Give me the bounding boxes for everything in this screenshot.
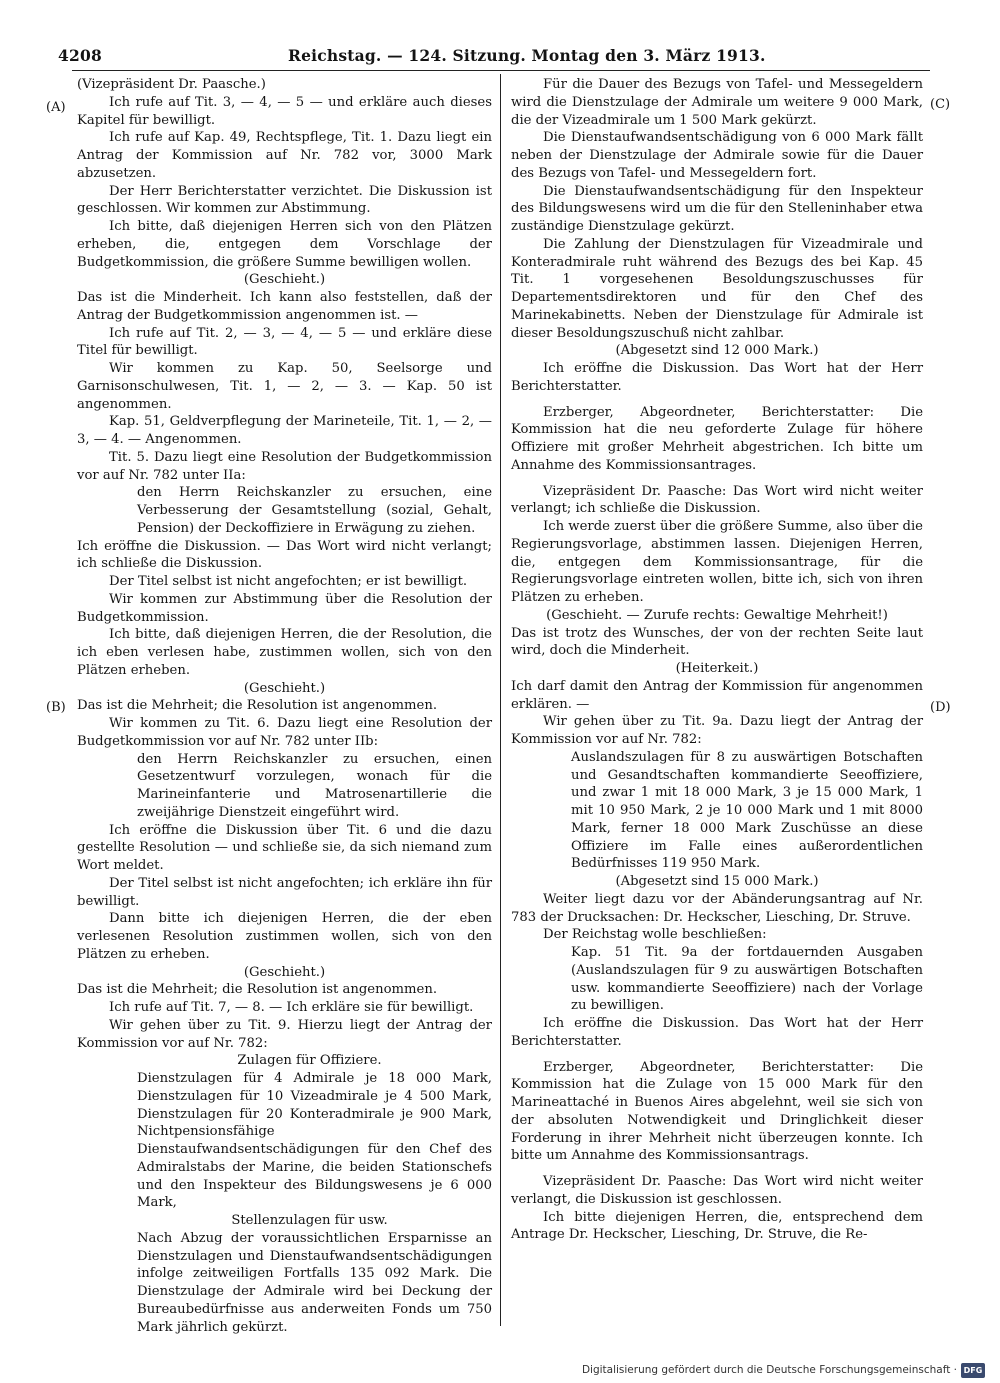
paragraph: Wir gehen über zu Tit. 9a. Dazu liegt der Antrag der Kommission vor auf Nr. 782: bbox=[511, 714, 923, 747]
paragraph: Ich bitte, daß diejenigen Herren, die der Resolution, die ich eben verlesen habe, zustimmen wollen, sich von den Plätzen erheben. bbox=[77, 627, 492, 678]
digitization-credit: Digitalisierung gefördert durch die Deutsche Forschungsgemeinschaft · bbox=[581, 1364, 957, 1376]
left-column bbox=[77, 76, 492, 1336]
paragraph: Stellenzulagen für usw. bbox=[231, 1213, 388, 1228]
paragraph: Weiter liegt dazu vor der Abänderungsantrag auf Nr. 783 der Drucksachen: Dr. Heckscher, Liesching, Dr. Struve. bbox=[511, 891, 923, 925]
paragraph: (Geschieht.) bbox=[243, 964, 326, 980]
right-column bbox=[511, 76, 923, 1244]
paragraph: Vizepräsident Dr. Paasche: Das Wort wird nicht weiter verlangt; ich schließe die Diskussion. bbox=[511, 483, 923, 517]
paragraph: Auslandszulagen für 8 zu auswärtigen Botschaften und Gesandtschaften kommandierte Seeoffiziere, und zwar 1 mit 18 000 Mark, 3 je 15 000 Mark, 1 mit 10 950 Mark, 2 je 10 000 Mark und 1 mit 8000 Mark, ferner 18 000 Mark Zuschüsse an diese Offiziere im Falle eines außerordentlichen Bedürfnisses 119 950 Mark. bbox=[571, 749, 923, 872]
paragraph: Erzberger, Abgeordneter, Berichterstatter: Die Kommission hat die Zulage von 15 000 Mark für den Marineattaché in Buenos Aires abgelehnt, weil sie sich von der absoluten Notwendigkeit und Dringlichkeit dieser Forderung in ihrer Mehrheit nicht überzeugen konnte. Ich bitte um Annahme des Kommissionsantrags. bbox=[511, 1059, 923, 1164]
column-divider bbox=[500, 74, 501, 1326]
page-header bbox=[58, 44, 766, 70]
paragraph: Ich darf damit den Antrag der Kommission für angenommen erklären. — bbox=[511, 678, 923, 712]
paragraph: Ich eröffne die Diskussion. Das Wort hat der Herr Berichterstatter. bbox=[511, 361, 923, 394]
paragraph: Dienstzulagen für 4 Admirale je 18 000 Mark, Dienstzulagen für 10 Vizeadmirale je 4 500 Mark, Dienstzulagen für 20 Konteradmirale je 900 Mark, Nichtpensionsfähige Dienstaufwandsentschädigungen für den Chef des Admiralstabs der Marine, die beiden Stationschefs und den Inspekteur des Bildungswesens je 6 000 Mark, bbox=[137, 1071, 492, 1211]
page-title: Reichstag. — 124. Sitzung. Montag den 3. März 1913. bbox=[288, 46, 766, 65]
paragraph: (Geschieht. — Zurufe rechts: Gewaltige Mehrheit!) bbox=[546, 607, 888, 623]
paragraph: Ich eröffne die Diskussion. Das Wort hat der Herr Berichterstatter. bbox=[511, 1016, 923, 1049]
paragraph: Die Dienstaufwandsentschädigung für den Inspekteur des Bildungswesens wird um die für den Stelleninhaber etwa zuständige Dienstzulage gekürzt. bbox=[511, 183, 923, 234]
paragraph: Für die Dauer des Bezugs von Tafel- und Messegeldern wird die Dienstzulage der Admirale um weitere 9 000 Mark, die der Vizeadmirale um 1 500 Mark gekürzt. bbox=[511, 77, 923, 128]
paragraph: Der Titel selbst ist nicht angefochten; ich erkläre ihn für bewilligt. bbox=[77, 875, 492, 909]
footer bbox=[581, 1363, 985, 1379]
paragraph: Ich bitte diejenigen Herren, die, entsprechend dem Antrage Dr. Heckscher, Liesching, Dr. Struve, die Re- bbox=[511, 1209, 923, 1243]
paragraph: Ich eröffne die Diskussion. — Das Wort wird nicht verlangt; ich schließe die Diskussion. bbox=[77, 538, 492, 572]
paragraph: Die Zahlung der Dienstzulagen für Vizeadmirale und Konteradmirale ruht während des Bezugs des bei Kap. 45 Tit. 1 vorgesehenen Besoldungszuschusses für Departementsdirektoren und für den Chef des Marinekabinetts. Neben der Dienstzulage für Admirale ist dieser Besoldungszuschuß nicht zahlbar. bbox=[511, 236, 923, 341]
page-number: 4208 bbox=[58, 46, 102, 65]
paragraph: Dann bitte ich diejenigen Herren, die der eben verlesenen Resolution zustimmen wollen, sich von den Plätzen zu erheben. bbox=[77, 911, 492, 962]
margin-mark-b: (B) bbox=[46, 700, 66, 715]
paragraph: Ich rufe auf Kap. 49, Rechtspflege, Tit. 1. Dazu liegt ein Antrag der Kommission auf Nr. 782 vor, 3000 Mark abzusetzen. bbox=[77, 130, 492, 181]
paragraph: den Herrn Reichskanzler zu ersuchen, einen Gesetzentwurf vorzulegen, wonach für die Marineinfanterie und Matrosenartillerie die zweijährige Dienstzeit eingeführt wird. bbox=[137, 751, 492, 820]
paragraph: Kap. 51, Geldverpflegung der Marineteile, Tit. 1, — 2, — 3, — 4. — Angenommen. bbox=[77, 414, 492, 447]
paragraph: Der Reichstag wolle beschließen: bbox=[543, 927, 767, 943]
paragraph: Das ist die Mehrheit; die Resolution ist angenommen. bbox=[77, 982, 438, 998]
paragraph: Wir gehen über zu Tit. 9. Hierzu liegt der Antrag der Kommission vor auf Nr. 782: bbox=[77, 1017, 492, 1051]
paragraph: Ich rufe auf Tit. 2, — 3, — 4, — 5 — und erkläre diese Titel für bewilligt. bbox=[77, 325, 492, 359]
margin-mark-c: (C) bbox=[930, 97, 951, 112]
header-rule bbox=[72, 70, 930, 71]
margin-mark-a: (A) bbox=[46, 100, 66, 115]
paragraph: (Geschieht.) bbox=[243, 680, 326, 696]
paragraph: Kap. 51 Tit. 9a der fortdauernden Ausgaben (Auslandszulagen für 9 zu auswärtigen Botschaften usw. kommandierte Seeoffiziere) nach der Vorlage zu bewilligen. bbox=[571, 945, 923, 1014]
paragraph: den Herrn Reichskanzler zu ersuchen, eine Verbesserung der Gesamtstellung (sozial, Gehalt, Pension) der Deckoffiziere in Erwägung zu ziehen. bbox=[137, 485, 492, 536]
paragraph: Ich rufe auf Tit. 7, — 8. — Ich erkläre sie für bewilligt. bbox=[109, 1000, 474, 1015]
paragraph: Die Dienstaufwandsentschädigung von 6 000 Mark fällt neben der Dienstzulage der Admirale sowie für die Dauer des Bezugs von Tafel- und Messegeldern fort. bbox=[511, 130, 923, 181]
paragraph: (Abgesetzt sind 15 000 Mark.) bbox=[615, 874, 819, 889]
paragraph: Der Herr Berichterstatter verzichtet. Die Diskussion ist geschlossen. Wir kommen zur Abstimmung. bbox=[77, 183, 492, 217]
paragraph: (Abgesetzt sind 12 000 Mark.) bbox=[615, 343, 819, 359]
paragraph: Das ist die Minderheit. Ich kann also feststellen, daß der Antrag der Budgetkommission angenommen ist. — bbox=[77, 290, 492, 323]
paragraph: Ich rufe auf Tit. 3, — 4, — 5 — und erkläre auch dieses Kapitel für bewilligt. bbox=[77, 94, 492, 128]
paragraph: Ich werde zuerst über die größere Summe, also über die Regierungsvorlage, abstimmen lassen. Diejenigen Herren, die, entgegen dem Kommissionsantrage, für die Regierungsvorlage eintreten wollen, bitte ich, sich von ihren Plätzen zu erheben. bbox=[511, 519, 923, 605]
paragraph: Wir kommen zu Tit. 6. Dazu liegt eine Resolution der Budgetkommission vor auf Nr. 782 unter IIb: bbox=[77, 716, 492, 749]
dfg-logo: DFG bbox=[961, 1363, 985, 1378]
paragraph: (Heiterkeit.) bbox=[675, 661, 759, 676]
paragraph: Das ist die Mehrheit; die Resolution ist angenommen. bbox=[77, 698, 438, 714]
paragraph: (Vizepräsident Dr. Paasche.) bbox=[77, 77, 266, 92]
margin-mark-d: (D) bbox=[930, 700, 951, 715]
paragraph: Nach Abzug der voraussichtlichen Ersparnisse an Dienstzulagen und Dienstaufwandsentschädigungen infolge zeitweiligen Fortfalls 135 092 Mark. Die Dienstzulage der Admirale wird bei Deckung der Bureaubedürfnisse aus anderweiten Fonds um 750 Mark jährlich gekürzt. bbox=[137, 1230, 492, 1335]
paragraph: Zulagen für Offiziere. bbox=[237, 1053, 382, 1069]
paragraph: Erzberger, Abgeordneter, Berichterstatter: Die Kommission hat die neu geforderte Zulage für höhere Offiziere mit großer Mehrheit abgestrichen. Ich bitte um Annahme des Kommissionsantrages. bbox=[511, 404, 923, 473]
paragraph: Ich eröffne die Diskussion über Tit. 6 und die dazu gestellte Resolution — und schließe sie, da sich niemand zum Wort meldet. bbox=[77, 822, 492, 873]
paragraph: Das ist trotz des Wunsches, der von der rechten Seite laut wird, doch die Minderheit. bbox=[511, 625, 923, 659]
paragraph: Wir kommen zur Abstimmung über die Resolution der Budgetkommission. bbox=[77, 591, 492, 625]
paragraph: Tit. 5. Dazu liegt eine Resolution der Budgetkommission vor auf Nr. 782 unter IIa: bbox=[77, 449, 492, 483]
paragraph: Der Titel selbst ist nicht angefochten; er ist bewilligt. bbox=[109, 574, 468, 589]
paragraph: Wir kommen zu Kap. 50, Seelsorge und Garnisonschulwesen, Tit. 1, — 2, — 3. — Kap. 50 ist angenommen. bbox=[77, 361, 492, 412]
paragraph: Ich bitte, daß diejenigen Herren sich von den Plätzen erheben, die, entgegen dem Vorschlage der Budgetkommission, die größere Summe bewilligen wollen. bbox=[77, 219, 492, 270]
paragraph: Vizepräsident Dr. Paasche: Das Wort wird nicht weiter verlangt, die Diskussion ist geschlossen. bbox=[511, 1174, 923, 1207]
paragraph: (Geschieht.) bbox=[243, 272, 326, 288]
